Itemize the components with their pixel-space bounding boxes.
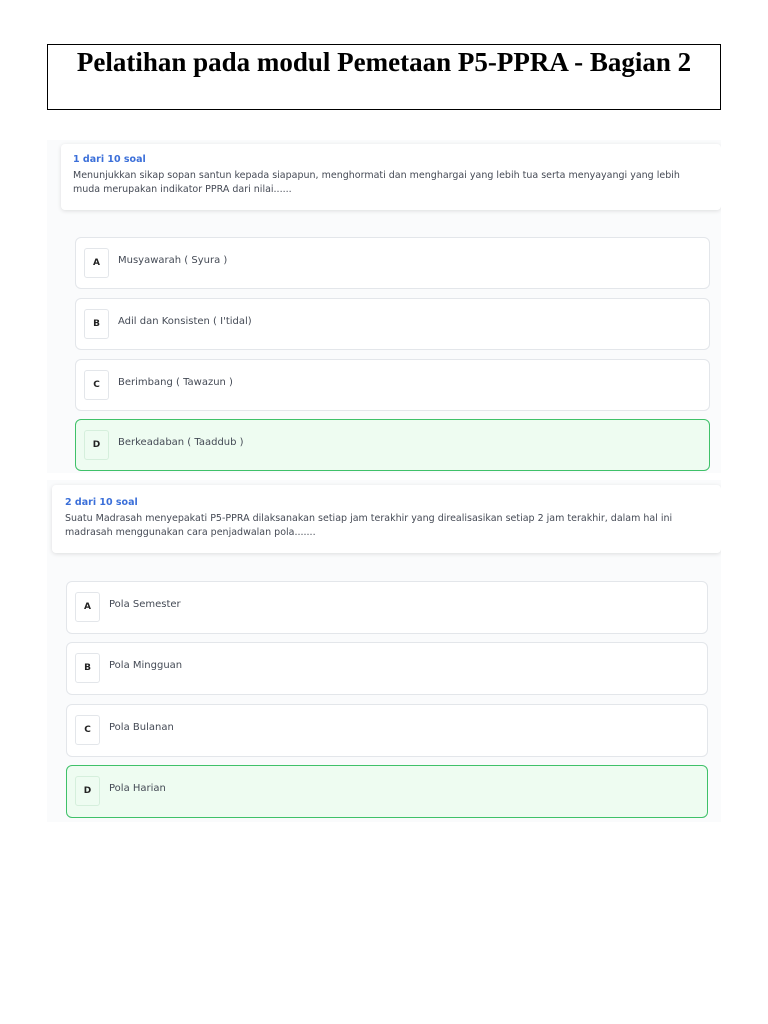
option-text: Pola Semester <box>109 599 181 610</box>
question-card-2 <box>52 485 721 553</box>
option-a[interactable] <box>75 237 710 289</box>
option-d-correct[interactable] <box>75 419 710 471</box>
option-text: Pola Harian <box>109 783 166 794</box>
question-number: 2 dari 10 soal <box>65 497 138 508</box>
option-text: Pola Bulanan <box>109 722 174 733</box>
question-number: 1 dari 10 soal <box>73 154 146 165</box>
option-letter: D <box>84 430 109 460</box>
option-a[interactable] <box>66 581 708 634</box>
question-text: Menunjukkan sikap sopan santun kepada siapapun, menghormati dan menghargai yang lebih tua serta menyayangi yang lebih muda merupakan indikator PPRA dari nilai...... <box>73 170 680 195</box>
option-text: Berkeadaban ( Taaddub ) <box>118 437 244 448</box>
option-letter: A <box>75 592 100 622</box>
document-title: Pelatihan pada modul Pemetaan P5-PPRA - Bagian 2 <box>47 44 721 110</box>
question-card-1 <box>61 144 721 210</box>
option-c[interactable] <box>66 704 708 757</box>
question-text: Suatu Madrasah menyepakati P5-PPRA dilaksanakan setiap jam terakhir yang direalisasikan setiap 2 jam terakhir, dalam hal ini madrasah menggunakan cara penjadwalan pola....... <box>65 513 673 538</box>
option-letter: B <box>84 309 109 339</box>
option-b[interactable] <box>66 642 708 695</box>
option-text: Berimbang ( Tawazun ) <box>118 377 233 388</box>
option-letter: C <box>84 370 109 400</box>
option-b[interactable] <box>75 298 710 350</box>
option-letter: C <box>75 715 100 745</box>
option-letter: A <box>84 248 109 278</box>
question-panel-2 <box>47 480 721 822</box>
option-text: Pola Mingguan <box>109 660 183 671</box>
option-c[interactable] <box>75 359 710 411</box>
option-d-correct[interactable] <box>66 765 708 818</box>
option-text: Adil dan Konsisten ( I'tidal) <box>118 316 252 327</box>
option-text: Musyawarah ( Syura ) <box>118 255 228 266</box>
option-letter: B <box>75 653 100 683</box>
option-letter: D <box>75 776 100 806</box>
question-panel-1 <box>47 140 721 473</box>
